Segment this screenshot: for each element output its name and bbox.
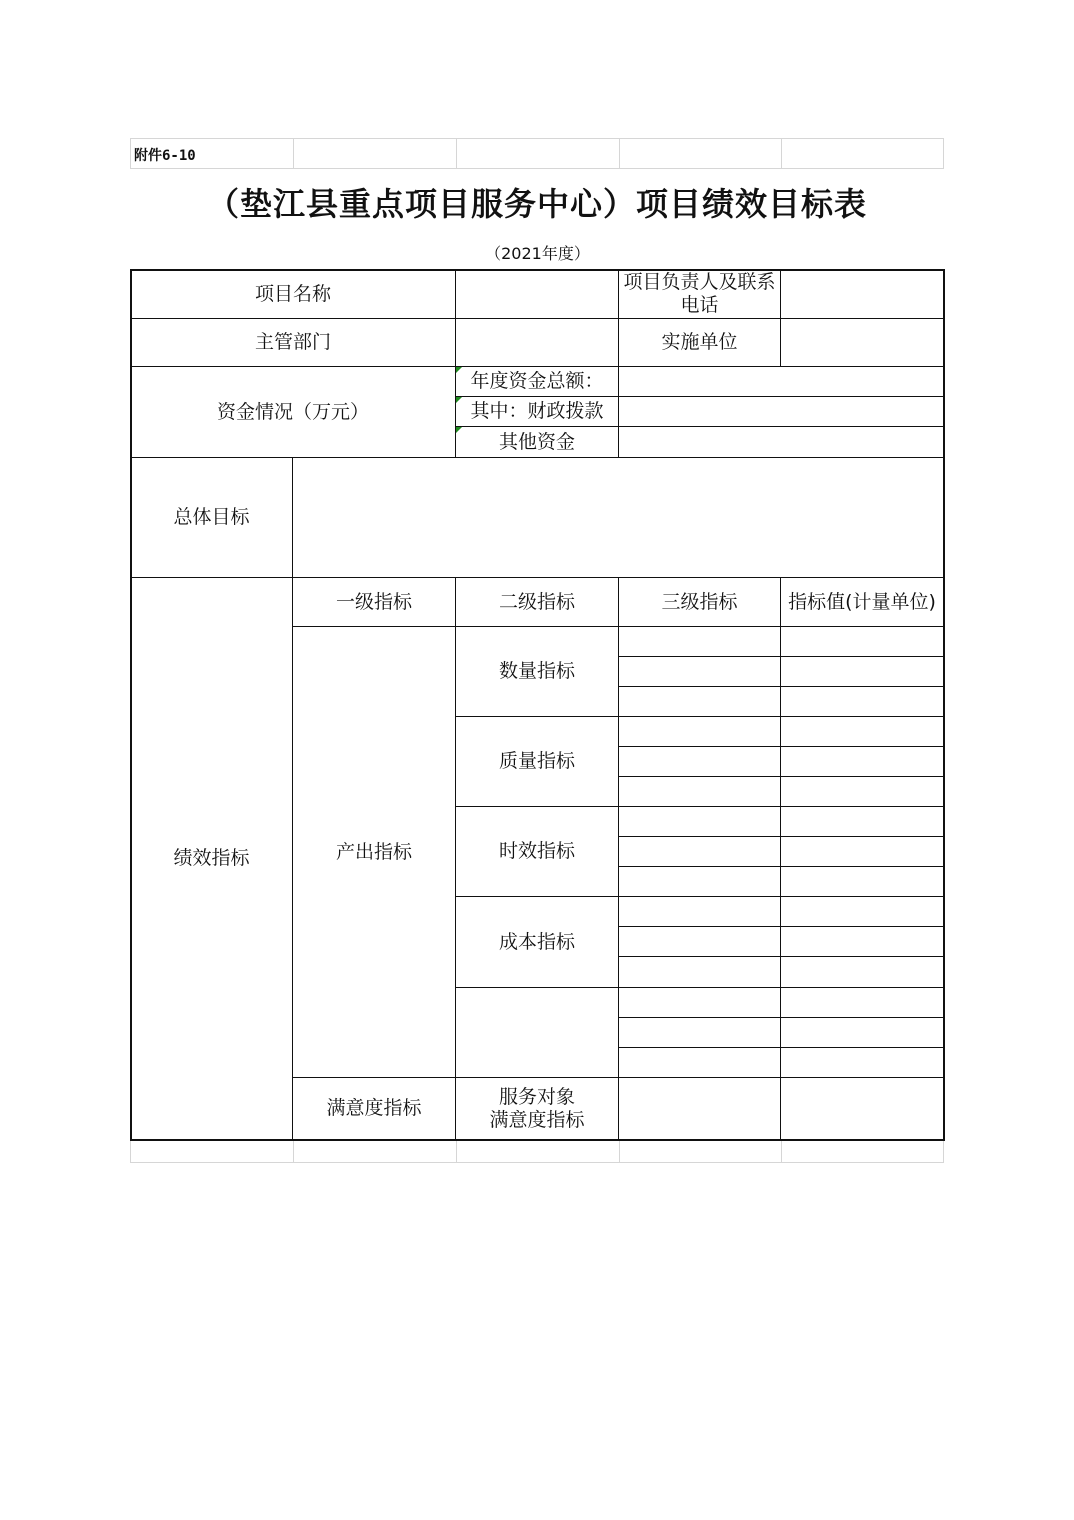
- grid-line: [293, 138, 294, 168]
- funds-label: 资金情况（万元）: [216, 400, 369, 423]
- grid-line: [619, 138, 620, 168]
- table-border-bottom: [130, 1139, 945, 1141]
- manager-contact-value[interactable]: [781, 270, 943, 318]
- project-name-label: 项目名称: [254, 282, 331, 305]
- manager-contact-label: 项目负责人及联系 电话: [623, 271, 776, 316]
- year-subtitle: （2021年度）: [485, 243, 590, 263]
- dept-label: 主管部门: [254, 331, 331, 353]
- row-line: [618, 866, 945, 867]
- grid-line: [130, 138, 944, 139]
- funds-total-value[interactable]: [619, 367, 943, 396]
- funds-fiscal-label: 其中：财政拨款: [470, 400, 604, 422]
- grid-line: [943, 1140, 944, 1163]
- grid-line: [456, 138, 457, 168]
- cost-indicator: 成本指标: [498, 930, 575, 953]
- overall-goal-value[interactable]: [293, 458, 943, 577]
- header-level3: 三级指标: [661, 590, 738, 613]
- service-satisfaction-indicator: 服务对象 满意度指标: [489, 1085, 585, 1131]
- funds-fiscal-value[interactable]: [619, 397, 943, 426]
- grid-line: [456, 1140, 457, 1163]
- dept-value[interactable]: [456, 319, 618, 366]
- row-line: [618, 836, 945, 837]
- funds-total-label: 年度资金总额：: [470, 370, 604, 392]
- row-line: [618, 1017, 945, 1018]
- row-line: [618, 926, 945, 927]
- overall-goal-label: 总体目标: [173, 506, 250, 528]
- row-line: [618, 746, 945, 747]
- project-name-value[interactable]: [456, 270, 618, 318]
- row-line: [618, 776, 945, 777]
- grid-line: [130, 168, 944, 169]
- quantity-indicator: 数量指标: [498, 660, 575, 682]
- indicators-section-label: 绩效指标: [173, 847, 250, 869]
- col-line: [780, 577, 781, 1141]
- attachment-number: 附件6-10: [134, 148, 196, 164]
- output-indicator-label: 产出指标: [335, 840, 412, 863]
- header-value-unit: 指标值(计量单位): [788, 590, 936, 613]
- grid-line: [943, 138, 944, 168]
- grid-line: [130, 138, 131, 168]
- header-level1: 一级指标: [335, 590, 412, 613]
- quality-indicator: 质量指标: [498, 750, 575, 772]
- row-line: [618, 686, 945, 687]
- timeliness-indicator: 时效指标: [498, 840, 575, 862]
- row-line: [618, 656, 945, 657]
- header-level2: 二级指标: [498, 590, 575, 613]
- grid-line: [130, 1162, 944, 1163]
- satisfaction-indicator-label: 满意度指标: [326, 1097, 422, 1119]
- grid-line: [293, 1140, 294, 1163]
- table-border-right: [943, 269, 945, 1141]
- page-title: （垫江县重点项目服务中心）项目绩效目标表: [206, 185, 867, 223]
- grid-line: [781, 138, 782, 168]
- impl-unit-label: 实施单位: [661, 331, 738, 353]
- grid-line: [781, 1140, 782, 1163]
- col-line: [618, 577, 619, 1141]
- grid-line: [619, 1140, 620, 1163]
- row-line: [618, 956, 945, 957]
- funds-other-label: 其他资金: [498, 430, 575, 453]
- blank-level2-indicator: [456, 988, 618, 1077]
- funds-other-value[interactable]: [619, 427, 943, 457]
- impl-unit-value[interactable]: [781, 319, 943, 366]
- grid-line: [130, 1140, 131, 1163]
- row-line: [618, 1047, 945, 1048]
